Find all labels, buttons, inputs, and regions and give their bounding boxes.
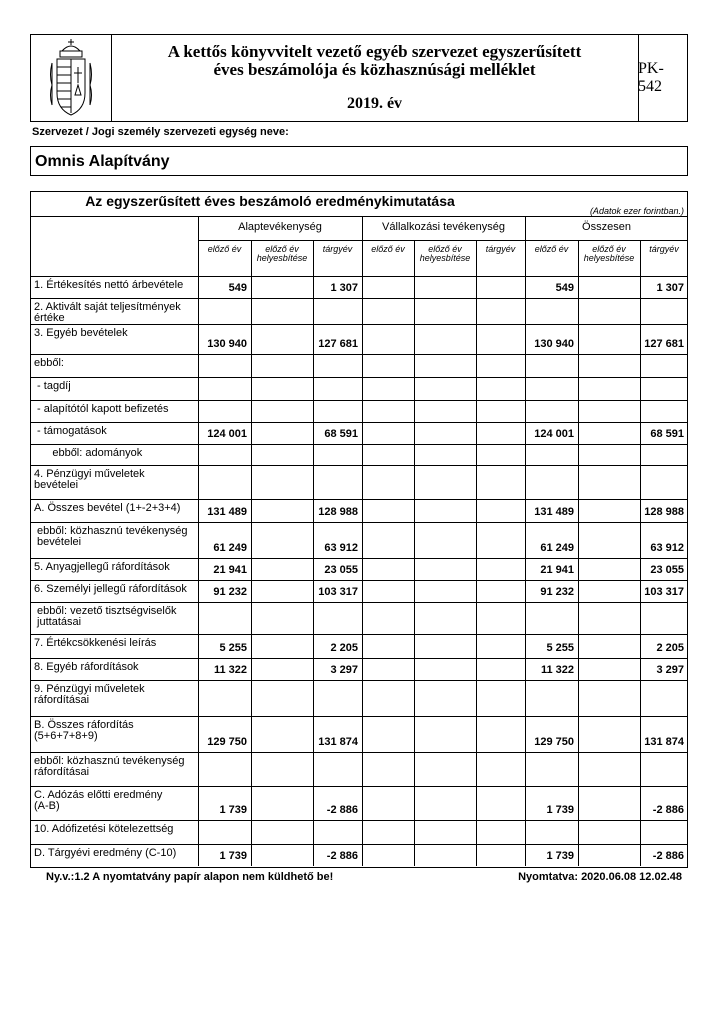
column-header — [362, 245, 414, 254]
row-label-line: (A-B) — [34, 800, 60, 812]
row-divider — [30, 680, 688, 681]
row-label — [34, 756, 196, 778]
row-divider — [30, 444, 688, 445]
row-label-line: ebből: közhasznú tevékenység — [34, 525, 188, 537]
row-value: 61 249 — [540, 542, 574, 554]
row-label — [34, 606, 196, 628]
row-label — [34, 426, 196, 437]
row-value: 549 — [555, 282, 574, 294]
row-label-line: - alapítótól kapott befizetés — [34, 403, 169, 415]
row-label-line: - tagdíj — [34, 380, 71, 392]
row-label — [34, 562, 196, 573]
row-label-line: bevételei — [34, 479, 79, 491]
row-value: 1 739 — [546, 804, 574, 816]
row-divider — [30, 377, 688, 378]
row-label-line: értéke — [34, 312, 65, 324]
row-divider — [30, 558, 688, 559]
row-label-line: ebből: közhasznú tevékenység — [34, 755, 185, 767]
column-header-line: előző év — [207, 244, 242, 254]
row-value: 131 489 — [207, 506, 247, 518]
row-value: 68 591 — [324, 428, 358, 440]
row-value: 2 205 — [656, 642, 684, 654]
row-value: 63 912 — [650, 542, 684, 554]
group-divider — [198, 240, 688, 241]
column-header — [198, 245, 251, 254]
column-header-line: helyesbítése — [583, 253, 635, 263]
row-divider — [30, 522, 688, 523]
row-divider — [30, 354, 688, 355]
row-divider — [30, 716, 688, 717]
row-value: 11 322 — [213, 664, 247, 676]
row-value: 1 739 — [546, 850, 574, 862]
row-value: 128 988 — [644, 506, 684, 518]
row-divider — [30, 465, 688, 466]
row-value: 549 — [228, 282, 247, 294]
row-label — [34, 584, 196, 595]
row-label — [34, 448, 196, 459]
row-divider — [30, 658, 688, 659]
row-label-line: 9. Pénzügyi műveletek — [34, 683, 145, 695]
row-label — [34, 302, 196, 324]
row-value: 103 317 — [644, 586, 684, 598]
column-header-line: előző év — [534, 244, 569, 254]
row-value: 23 055 — [650, 564, 684, 576]
column-header — [476, 245, 525, 254]
row-value: 63 912 — [324, 542, 358, 554]
row-divider — [30, 580, 688, 581]
group-column-divider — [362, 216, 363, 866]
row-value: 1 307 — [656, 282, 684, 294]
row-label — [34, 404, 196, 415]
column-header-line: tárgyév — [322, 244, 353, 254]
row-label-line: 2. Aktivált saját teljesítmények — [34, 301, 181, 313]
row-label-line: ráfordításai — [34, 766, 90, 778]
row-value: 127 681 — [318, 338, 358, 350]
row-value: 1 739 — [219, 850, 247, 862]
row-divider — [30, 499, 688, 500]
row-label — [34, 848, 196, 859]
row-divider — [30, 400, 688, 401]
row-divider — [30, 298, 688, 299]
column-header — [414, 245, 476, 263]
table-title: Az egyszerűsített éves beszámoló eredménykimutatása — [85, 193, 455, 209]
column-divider — [198, 216, 199, 866]
group-header: Alaptevékenység — [238, 221, 322, 233]
row-label — [34, 662, 196, 673]
organization-label: Szervezet / Jogi személy szervezeti egység neve: — [32, 126, 289, 138]
row-label-line: B. Összes ráfordítás — [34, 719, 134, 731]
row-divider — [30, 752, 688, 753]
row-value: 5 255 — [219, 642, 247, 654]
row-value: 128 988 — [318, 506, 358, 518]
row-value: 11 322 — [540, 664, 574, 676]
title-line-1: A kettős könyvvitelt vezető egyéb szervezet egyszerűsített — [167, 42, 582, 61]
row-label-line: (5+6+7+8+9) — [34, 730, 98, 742]
row-label-line: ebből: — [34, 357, 64, 369]
column-header-line: tárgyév — [485, 244, 516, 254]
row-divider — [30, 844, 688, 845]
row-label — [34, 790, 196, 812]
title-line-2: éves beszámolója és közhasznúsági melléklet — [213, 60, 536, 79]
row-label-line: juttatásai — [34, 616, 82, 628]
row-label — [34, 280, 196, 291]
row-label — [34, 381, 196, 392]
column-divider — [414, 240, 415, 866]
organization-name: Omnis Alapítvány — [35, 153, 170, 170]
group-header: Vállalkozási tevékenység — [382, 221, 505, 233]
form-code: PK-542 — [638, 60, 664, 95]
column-divider — [251, 240, 252, 866]
row-label — [34, 358, 196, 369]
report-year: 2019. év — [346, 95, 403, 112]
row-label-line: ráfordításai — [34, 694, 90, 706]
row-label — [34, 469, 196, 491]
column-header-line: tárgyév — [649, 244, 679, 254]
row-value: -2 886 — [326, 804, 358, 816]
row-label-line: 7. Értékcsökkenési leírás — [34, 637, 157, 649]
column-header-line: előző év — [265, 244, 299, 254]
column-header — [525, 245, 578, 254]
column-header — [251, 245, 313, 263]
row-label-line: A. Összes bevétel (1+-2+3+4) — [34, 502, 181, 514]
row-value: 2 205 — [330, 642, 358, 654]
row-value: -2 886 — [652, 804, 684, 816]
row-label-line: 10. Adófizetési kötelezettség — [34, 823, 174, 835]
column-header-line: előző év — [371, 244, 405, 254]
column-header-line: előző év — [428, 244, 462, 254]
column-header — [313, 245, 362, 254]
form-header — [30, 34, 688, 122]
logo-cell — [31, 35, 112, 121]
row-label — [34, 638, 196, 649]
row-label-line: C. Adózás előtti eredmény — [34, 789, 163, 801]
row-label-line: ebből: vezető tisztségviselők — [34, 605, 177, 617]
row-value: 21 941 — [213, 564, 247, 576]
group-header: Összesen — [582, 221, 631, 233]
column-divider — [476, 240, 477, 866]
row-label-line: 4. Pénzügyi műveletek — [34, 468, 145, 480]
row-value: 130 940 — [534, 338, 574, 350]
column-header — [578, 245, 640, 263]
form-title — [111, 35, 639, 121]
row-value: -2 886 — [652, 850, 684, 862]
row-label-line: 5. Anyagjellegű ráfordítások — [34, 561, 170, 573]
row-label — [34, 503, 196, 514]
row-value: 124 001 — [207, 428, 247, 440]
row-value: 129 750 — [207, 736, 247, 748]
row-label-line: 1. Értékesítés nettó árbevétele — [34, 279, 184, 291]
row-value: 3 297 — [656, 664, 684, 676]
row-label-line: D. Tárgyévi eredmény (C-10) — [34, 847, 177, 859]
row-label-line: 3. Egyéb bevételek — [34, 327, 128, 339]
row-value: 131 489 — [534, 506, 574, 518]
unit-note: (Adatok ezer forintban.) — [589, 206, 684, 216]
row-value: 23 055 — [324, 564, 358, 576]
row-label — [34, 328, 196, 339]
header-divider — [30, 216, 688, 217]
row-divider — [30, 422, 688, 423]
row-value: 129 750 — [534, 736, 574, 748]
row-divider — [30, 634, 688, 635]
row-label — [34, 720, 196, 742]
row-value: 131 874 — [318, 736, 358, 748]
organization-name-field — [30, 146, 688, 176]
column-header-line: előző év — [592, 244, 626, 254]
row-value: 68 591 — [650, 428, 684, 440]
row-value: 5 255 — [546, 642, 574, 654]
row-value: 1 307 — [330, 282, 358, 294]
row-label-line: 8. Egyéb ráfordítások — [34, 661, 139, 673]
row-label-line: bevételei — [34, 536, 82, 548]
row-divider — [30, 786, 688, 787]
row-value: 130 940 — [207, 338, 247, 350]
column-divider — [578, 240, 579, 866]
row-divider — [30, 602, 688, 603]
row-label-line: - támogatások — [34, 425, 107, 437]
row-value: 21 941 — [540, 564, 574, 576]
row-divider — [30, 820, 688, 821]
row-value: 1 739 — [219, 804, 247, 816]
header-bottom-divider — [30, 276, 688, 277]
row-label — [34, 526, 196, 548]
row-value: 124 001 — [534, 428, 574, 440]
coat-of-arms-icon — [31, 35, 111, 121]
column-header — [640, 245, 688, 254]
row-value: 91 232 — [213, 586, 247, 598]
row-value: 127 681 — [644, 338, 684, 350]
row-divider — [30, 324, 688, 325]
footer-note: Ny.v.:1.2 A nyomtatvány papír alapon nem küldhető be! — [46, 871, 334, 883]
row-label — [34, 684, 196, 706]
row-label — [34, 824, 196, 835]
row-label-line: ebből: adományok — [34, 447, 143, 459]
row-value: -2 886 — [326, 850, 358, 862]
group-column-divider — [525, 216, 526, 866]
print-timestamp: Nyomtatva: 2020.06.08 12.02.48 — [518, 871, 682, 883]
row-value: 3 297 — [330, 664, 358, 676]
row-value: 103 317 — [318, 586, 358, 598]
row-label-line: 6. Személyi jellegű ráfordítások — [34, 583, 187, 595]
column-header-line: helyesbítése — [419, 253, 471, 263]
column-header-line: helyesbítése — [256, 253, 308, 263]
row-value: 91 232 — [540, 586, 574, 598]
row-value: 61 249 — [213, 542, 247, 554]
row-value: 131 874 — [644, 736, 684, 748]
